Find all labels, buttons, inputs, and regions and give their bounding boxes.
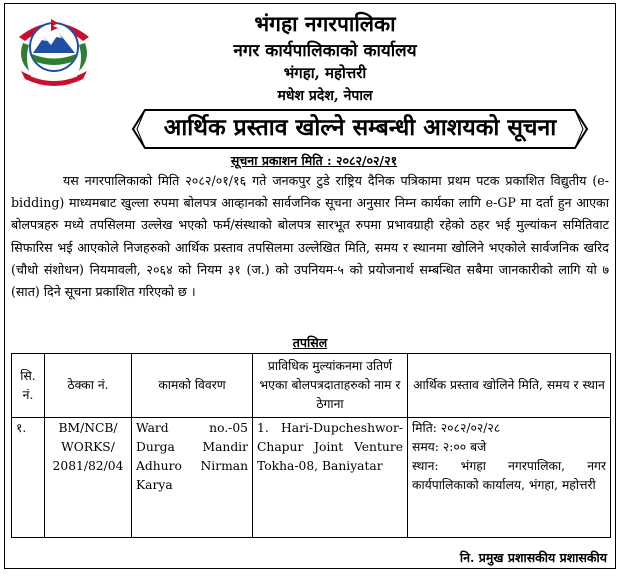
table-row: [12, 418, 611, 538]
opening-date: मिति: २०८२/०२/२८: [412, 421, 501, 435]
opening-place: स्थान: भंगहा नगरपालिका, नगर कार्यपालिकाको कार्यालय, भंगहा, महोत्तरी: [412, 459, 606, 492]
publish-date: [5, 152, 615, 169]
header-contract: ठेक्का नं.: [45, 354, 132, 418]
province-country: मधेश प्रदेश, नेपाल: [277, 88, 373, 104]
cell-sn: १.: [12, 418, 45, 538]
header-sn: सि. नं.: [12, 354, 45, 418]
header-bidder: प्राविधिक मुल्यांकनमा उतिर्ण भएका बोलपत्रदाताहरुको नाम र ठेगाना: [253, 354, 408, 418]
cell-contract: BM/NCB/ WORKS/ 2081/82/04: [45, 418, 132, 538]
schedule-heading: [5, 334, 615, 351]
schedule-table: [11, 353, 611, 538]
publish-date-text: सूचना प्रकाशन मिति : २०८२/०२/२१: [230, 153, 398, 168]
schedule-heading-text: तपसिल: [292, 335, 328, 350]
office-location: भंगहा, महोत्तरी: [283, 64, 367, 82]
notice-page: [4, 3, 616, 569]
notice-body: यस नगरपालिकाको मिति २०८२/०१/१६ गते जनकपुर टुडे राष्ट्रिय दैनिक पत्रिकामा प्रथम पटक प्रकाशित विद्युतीय (e-bidding) माध्यमबाट खुल्ला रुपमा बोलपत्र आव्हानको सार्वजनिक सूचना अनुसार निम्न कार्यका लागि e-GP मा दर्ता हुन आएका बोलपत्रहरु मध्ये तपसिलमा उल्लेख भएको फर्म/संस्थाको बोलपत्र सारभूत रुपमा प्रभावग्राही रहेको ठहर भई मुल्यांकन समितिवाट सिफारिस भई आएकोले निजहरुको आर्थिक प्रस्ताव तपसिलमा उल्लेखित मिति, समय र स्थानमा खोलिने भएकोले सार्वजनिक खरिद (चौधो संशोधन) नियमावली, २०६४ को नियम ३१ (ज.) को उपनियम-५ को प्रयोजनार्थ सम्बन्धित सबैमा जानकारीको लागि यो ७ (सात) दिने सूचना प्रकाशित गरिएको छ ।: [11, 173, 609, 300]
cell-work: Ward no.-05 Durga Mandir Adhuro Nirman Karya: [132, 418, 253, 538]
cell-opening: [408, 418, 611, 538]
org-name: भंगहा नगरपालिका: [254, 11, 396, 36]
opening-time: समय: २:०० बजे: [412, 440, 487, 454]
notice-title: आर्थिक प्रस्ताव खोल्ने सम्बन्धी आशयको सूचना: [163, 114, 557, 141]
header-work: कामको विवरण: [132, 354, 253, 418]
signature-line: नि. प्रमुख प्रशासकीय प्रशासकीय: [459, 550, 607, 565]
table-header-row: [12, 354, 611, 418]
office-name: नगर कार्यपालिकाको कार्यालय: [233, 41, 417, 61]
header-opening: आर्थिक प्रस्ताव खोलिने मिति, समय र स्थान: [408, 354, 611, 418]
cell-bidder: 1. Hari-Dupcheshwor-Chapur Joint Venture Tokha-08, Baniyatar: [253, 418, 408, 538]
